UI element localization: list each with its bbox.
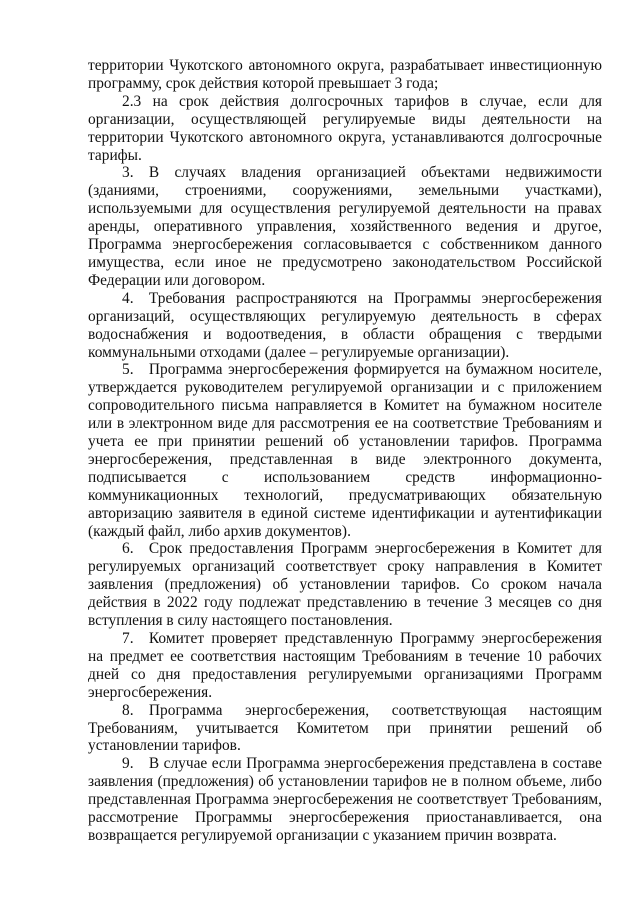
paragraph-3: 3. В случаях владения организацией объектами недвижимости (зданиями, строениями, сооружениями, земельными участками), используемыми для осуществления регулируемой деятельности на правах аренды, оперативного управления, хозяйственного ведения и другое, Программа энергосбережения согласовывается с собственником данного имущества, если иное не предусмотрено законодательством Российской Федерации или договором.: [88, 164, 602, 289]
paragraph-9: 9. В случае если Программа энергосбережения представлена в составе заявления (предложения) об установлении тарифов не в полном объеме, либо представленная Программа энергосбережения не соответствует Требованиям, рассмотрение Программы энергосбережения приостанавливается, она возвращается регулируемой организации с указанием причин возврата.: [88, 755, 602, 844]
paragraph-2-3: 2.3 на срок действия долгосрочных тарифов в случае, если для организации, осуществляющей регулируемые виды деятельности на территории Чукотского автономного округа, устанавливаются долгосрочные тарифы.: [88, 92, 602, 164]
paragraph-5: 5. Программа энергосбережения формируется на бумажном носителе, утверждается руководителем регулируемой организации и с приложением сопроводительного письма направляется в Комитет на бумажном носителе или в электронном виде для рассмотрения ее на соответствие Требованиям и учета ее при принятии решений об установлении тарифов. Программа энергосбережения, представленная в виде электронного документа, подписывается с использованием средств информационно-коммуникационных технологий, предусматривающих обязательную авторизацию заявителя в единой системе идентификации и аутентификации (каждый файл, либо архив документов).: [88, 361, 602, 540]
paragraph-8: 8. Программа энергосбережения, соответствующая настоящим Требованиям, учитывается Комитетом при принятии решений об установлении тарифов.: [88, 701, 602, 755]
paragraph-7: 7. Комитет проверяет представленную Программу энергосбережения на предмет ее соответствия настоящим Требованиям в течение 10 рабочих дней со дня предоставления регулируемыми организациями Программ энергосбережения.: [88, 630, 602, 701]
paragraph-4: 4. Требования распространяются на Программы энергосбережения организаций, осуществляющих регулируемую деятельность в сферах водоснабжения и водоотведения, в области обращения с твердыми коммунальными отходами (далее – регулируемые организации).: [88, 289, 602, 361]
paragraph-6: 6. Срок предоставления Программ энергосбережения в Комитет для регулируемых организаций соответствует сроку направления в Комитет заявления (предложения) об установлении тарифов. Со сроком начала действия в 2022 году подлежат представлению в течение 3 месяцев со дня вступления в силу настоящего постановления.: [88, 540, 602, 630]
paragraph-continuation: территории Чукотского автономного округа, разрабатывает инвестиционную программу, срок действия которой превышает 3 года;: [88, 57, 602, 92]
document-body: [88, 57, 602, 845]
